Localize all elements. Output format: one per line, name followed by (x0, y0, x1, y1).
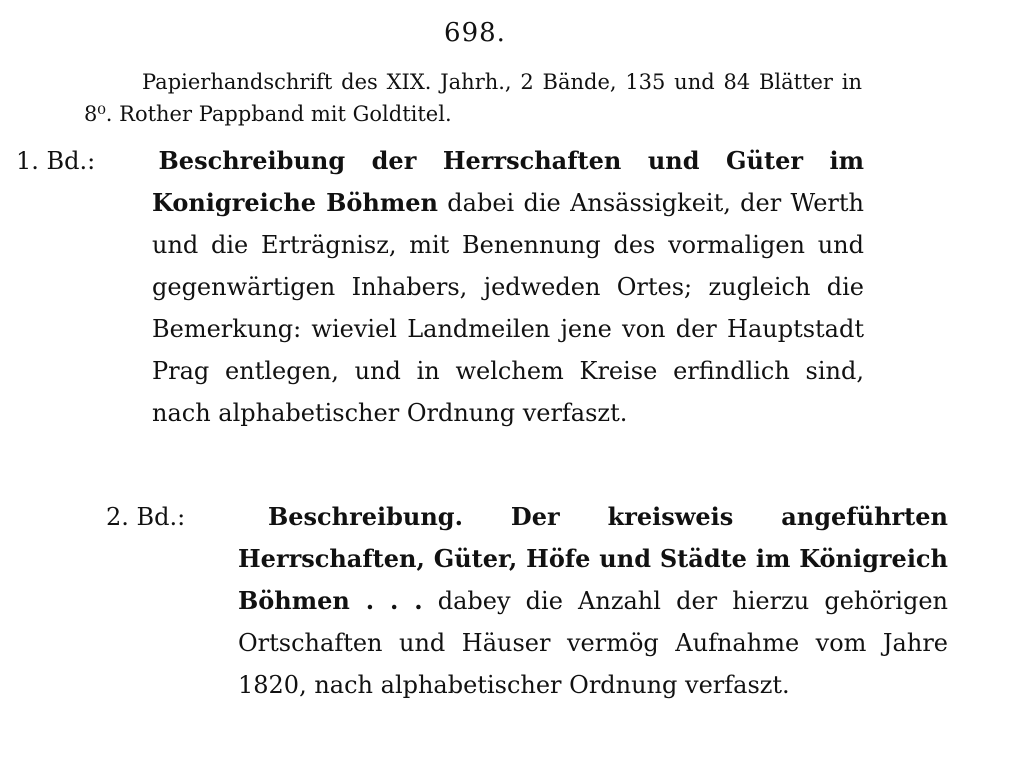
volume-1-label: 1. Bd.: (16, 147, 96, 175)
manuscript-description: Papierhandschrift des XIX. Jahrh., 2 Bände, 135 und 84 Blätter in 8⁰. Rother Pappband mit Goldtitel. (84, 70, 862, 126)
volume-1-text: dabei die Ansässigkeit, der Werth und die Erträgnisz, mit Benennung des vormaligen und gegenwärtigen Inhabers, jedweden Ortes; zugleich die Bemerkung: wieviel Landmeilen jene von der Hauptstadt Prag entlegen, und in welchem Kreise erfindlich sind, nach alphabetischer Ordnung verfaszt. (152, 189, 865, 427)
volume-2-title: Beschreibung. Der kreisweis angeführten Herrschaften, Güter, Höfe und Städte im Königreich Böhmen . . . (238, 502, 948, 615)
entry-number: 698. (444, 18, 506, 48)
volume-2-text: dabey die Anzahl der hierzu gehörigen Ortschaften und Häuser vermög Aufnahme vom Jahre 1820, nach alphabetischer Ordnung verfaszt. (238, 587, 948, 699)
volume-1-title: Beschreibung der Herrschaften und Güter im Konigreiche Böhmen (152, 146, 865, 217)
volume-2-entry (106, 496, 948, 706)
volume-2-label: 2. Bd.: (106, 503, 186, 531)
volume-1-entry (16, 140, 865, 434)
